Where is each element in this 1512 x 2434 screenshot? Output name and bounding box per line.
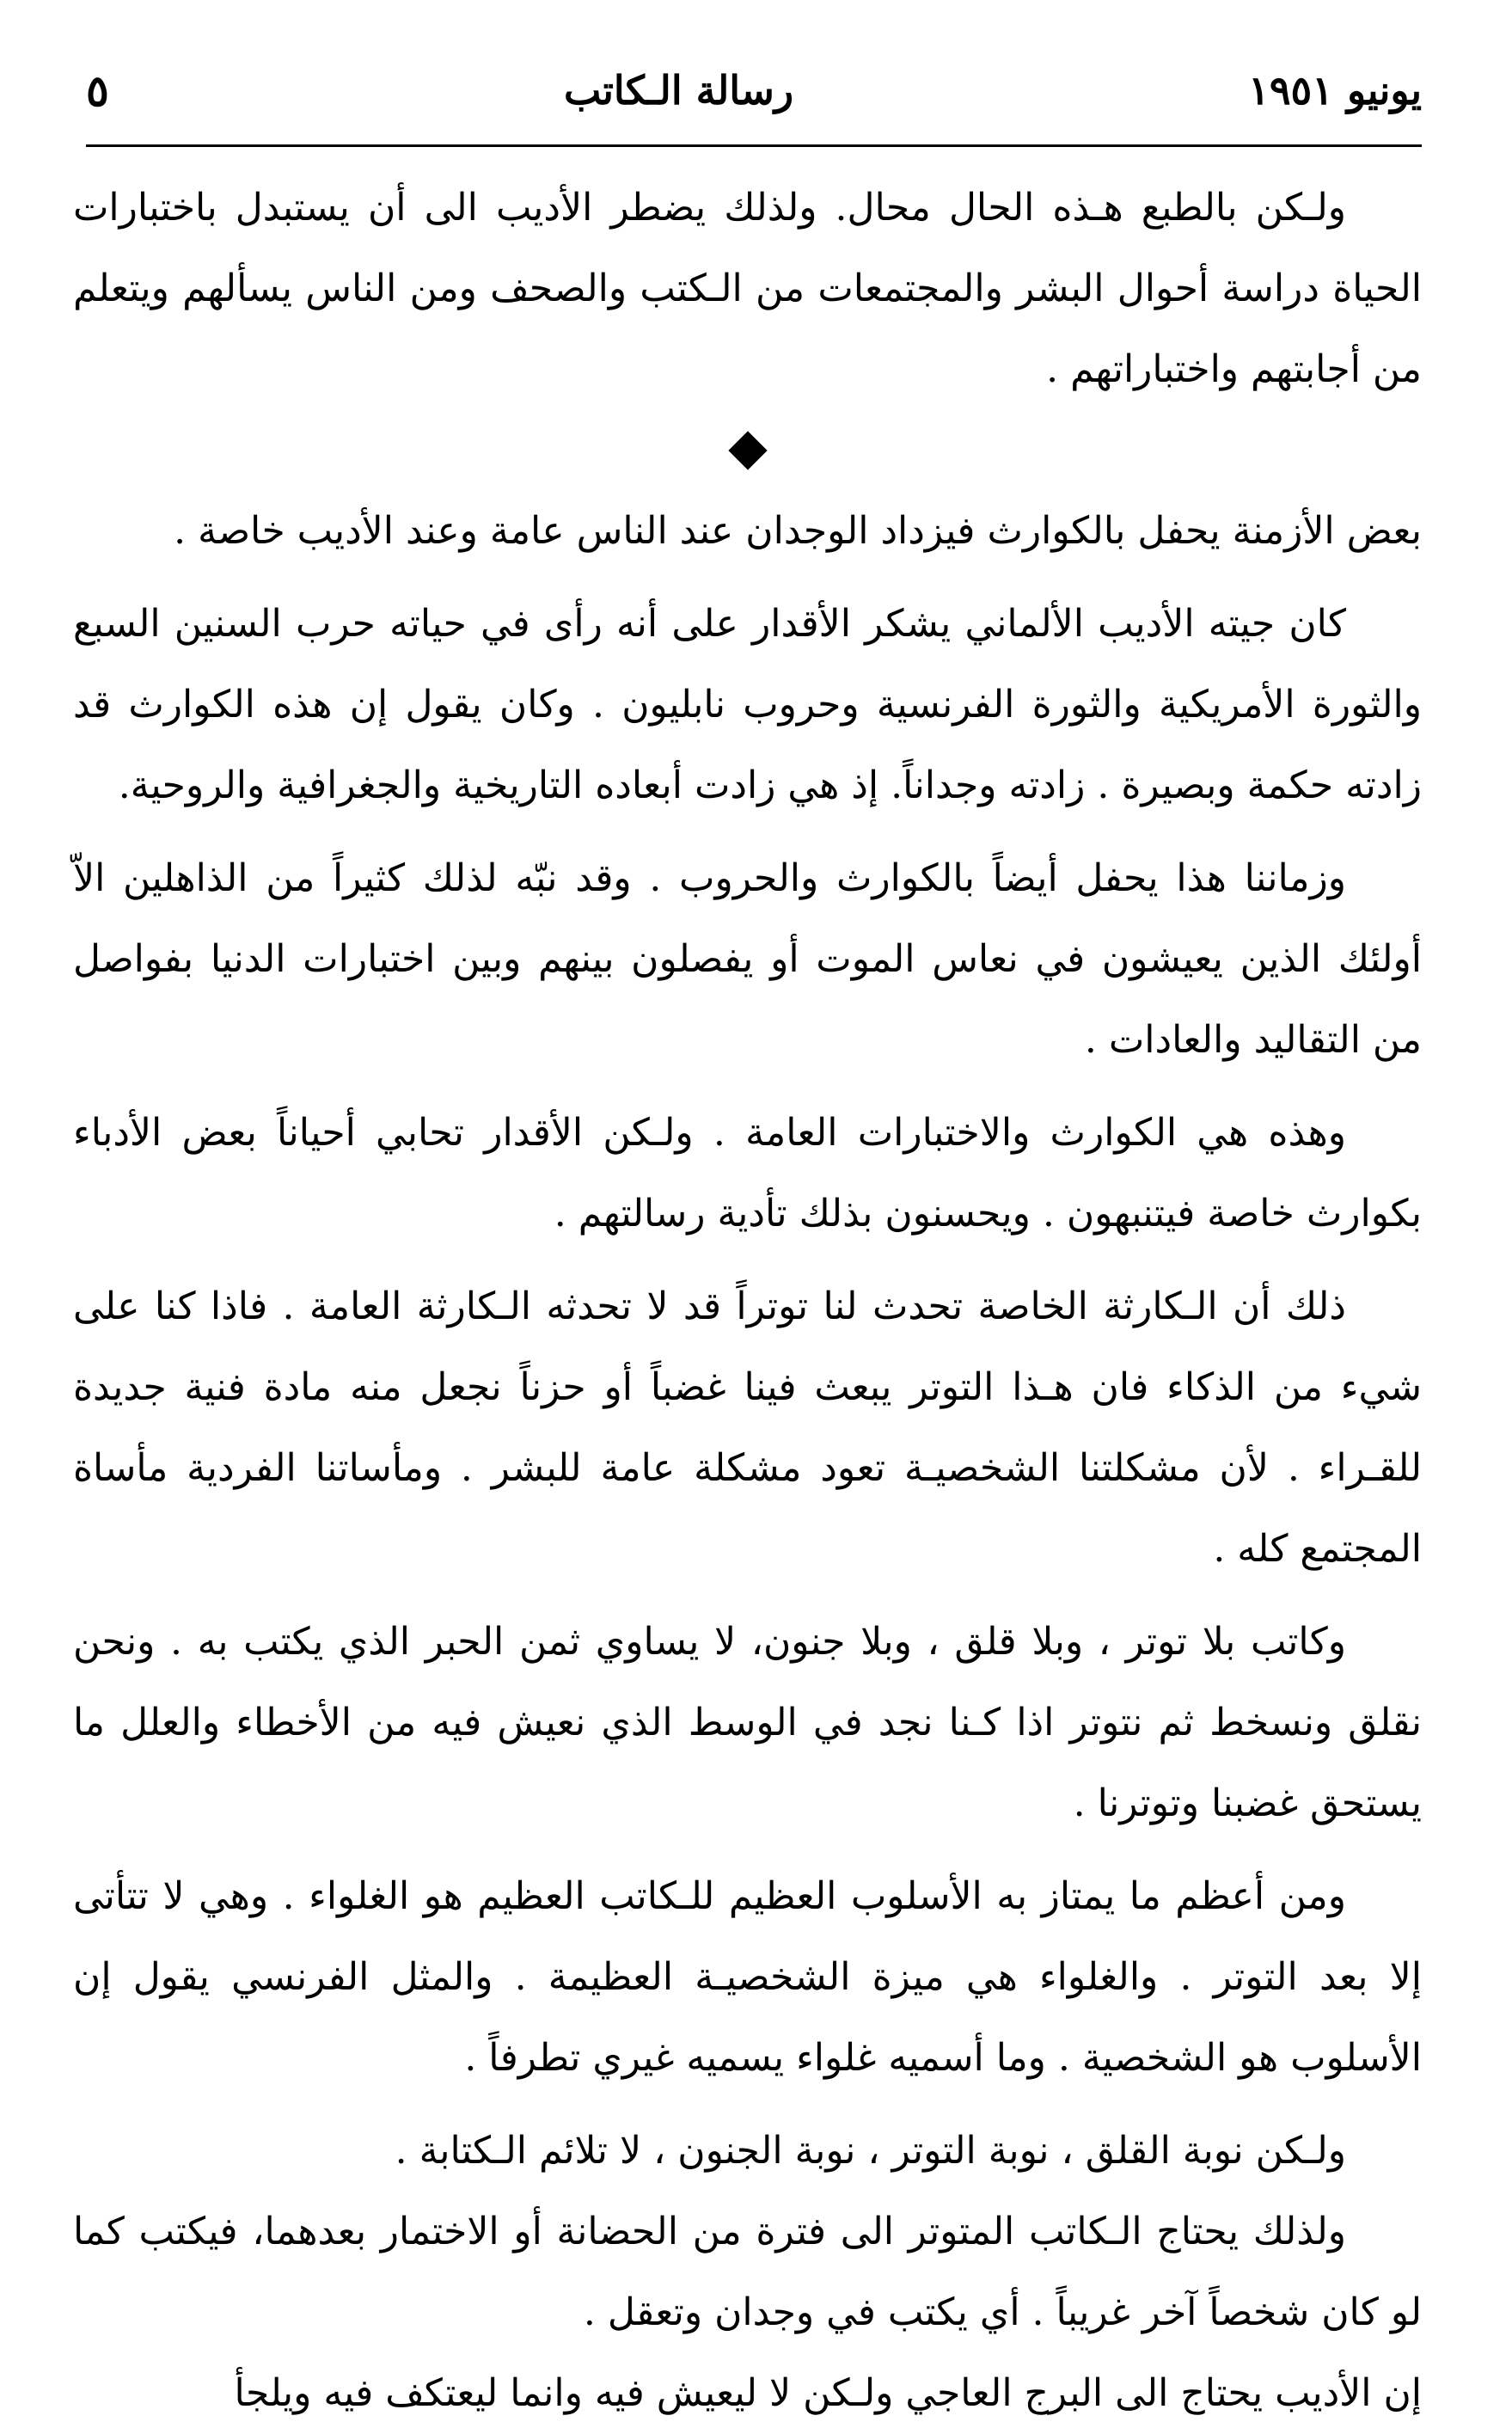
paragraph-3: كان جيته الأديب الألماني يشكر الأقدار على أنه رأى في حياته حرب السنين السبع والثورة الأمريكية والثورة الفرنسية وحروب نابليون . وكان يقول إن هذه الكوارث قد زادته حكمة وبصيرة . زادته وجداناً. إذ هي زادت أبعاده التاريخية والجغرافية والروحية.	[73, 602, 1422, 807]
paragraph-9: ولـكن نوبة القلق ، نوبة التوتر ، نوبة الجنون ، لا تلائم الـكتابة .	[395, 2129, 1346, 2173]
header-rule	[86, 144, 1422, 147]
paragraph-11: إن الأديب يحتاج الى البرج العاجي ولـكن لا ليعيش فيه وانما ليعتكف فيه ويلجأ	[234, 2371, 1422, 2415]
diamond-icon	[728, 431, 767, 469]
paragraph-6: ذلك أن الـكارثة الخاصة تحدث لنا توتراً قد لا تحدثه الـكارثة العامة . فاذا كنا على شيء من الذكاء فان هـذا التوتر يبعث فينا غضباً أو حزناً نجعل منه مادة فنية جديدة للقـراء . لأن مشكلتنا الشخصيـة تعود مشكلة عامة للبشر . ومأساتنا الفردية مأساة المجتمع كله .	[73, 1284, 1422, 1571]
paragraph-1: ولـكن بالطبع هـذه الحال محال. ولذلك يضطر الأديب الى أن يستبدل باختبارات الحياة دراسة أحوال البشر والمجتمعات من الـكتب والصحف ومن الناس يسألهم ويتعلم من أجابتهم واختباراتهم .	[73, 186, 1422, 391]
page-number: ٥	[86, 64, 109, 116]
article-body	[73, 168, 1422, 2434]
section-divider	[73, 410, 1422, 491]
header-date: يونيو ١٩٥١	[1248, 67, 1422, 113]
paragraph-8: ومن أعظم ما يمتاز به الأسلوب العظيم للـكاتب العظيم هو الغلواء . وهي لا تتأتى إلا بعد التوتر . والغلواء هي ميزة الشخصيـة العظيمة . والمثل الفرنسي يقول إن الأسلوب هو الشخصية . وما أسميه غلواء يسميه غيري تطرفاً .	[73, 1874, 1422, 2080]
paragraph-7: وكاتب بلا توتر ، وبلا قلق ، وبلا جنون، لا يساوي ثمن الحبر الذي يكتب به . ونحن نقلق ونسخط ثم نتوتر اذا كـنا نجد في الوسط الذي نعيش فيه من الأخطاء والعلل ما يستحق غضبنا وتوترنا .	[73, 1620, 1422, 1825]
paragraph-10: ولذلك يحتاج الـكاتب المتوتر الى فترة من الحضانة أو الاختمار بعدهما، فيكتب كما لو كان شخصاً آخر غريباً . أي يكتب في وجدان وتعقل .	[73, 2210, 1422, 2334]
paragraph-2: بعض الأزمنة يحفل بالكوارث فيزداد الوجدان عند الناس عامة وعند الأديب خاصة .	[174, 509, 1422, 553]
header-title: رسالة الـكاتب	[563, 67, 794, 113]
paragraph-4: وزماننا هذا يحفل أيضاً بالكوارث والحروب . وقد نبّه لذلك كثيراً من الذاهلين الاّ أولئك الذين يعيشون في نعاس الموت أو يفصلون بينهم وبين اختبارات الدنيا بفواصل من التقاليد والعادات .	[73, 856, 1422, 1062]
paragraph-5: وهذه هي الكوارث والاختبارات العامة . ولـكن الأقدار تحابي أحياناً بعض الأدباء بكوارث خاصة فيتنبهون . ويحسنون بذلك تأدية رسالتهم .	[73, 1111, 1422, 1235]
page-header	[86, 52, 1422, 129]
